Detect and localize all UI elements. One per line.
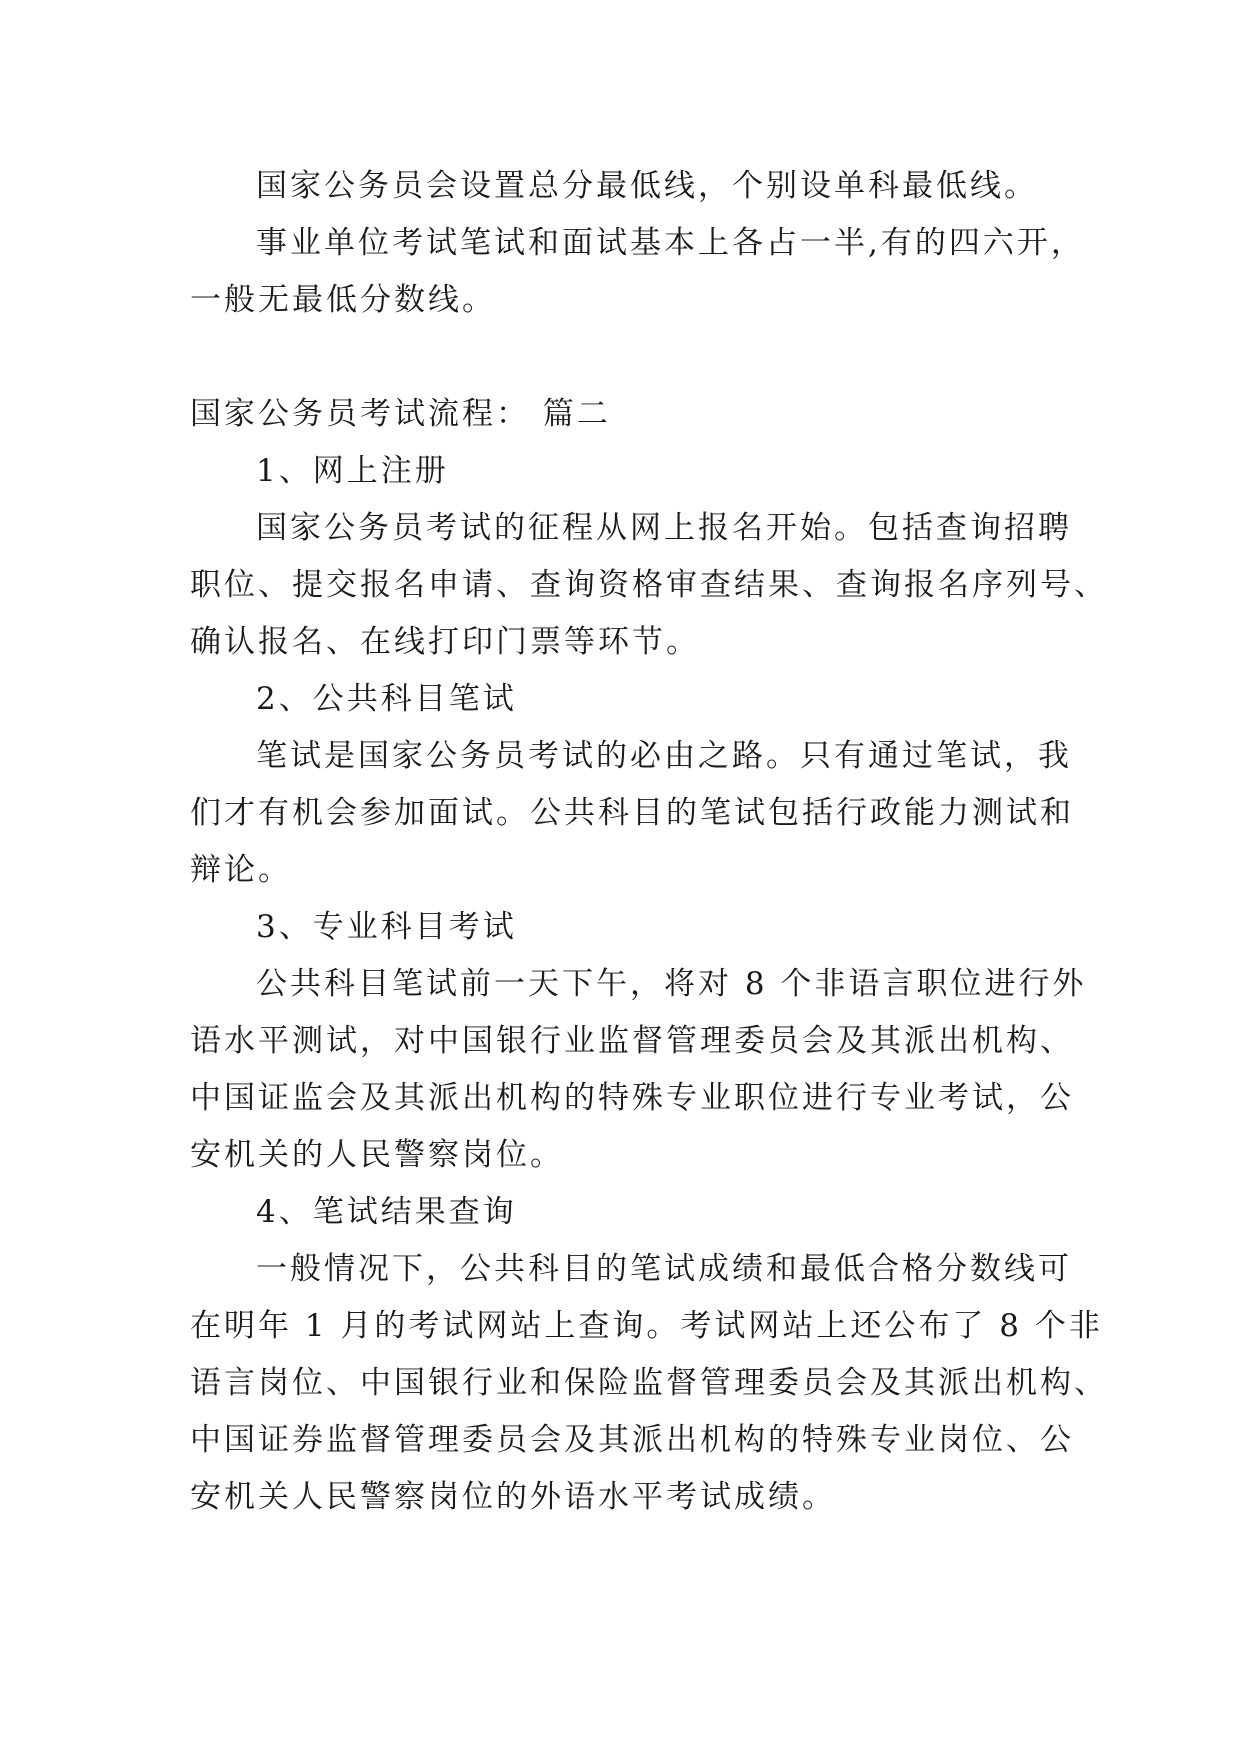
paragraph-line: 语言岗位、中国银行业和保险监督管理委员会及其派出机构、 <box>190 1365 1108 1401</box>
step-heading: 4、笔试结果查询 <box>256 1194 517 1230</box>
paragraph-line: 国家公务员会设置总分最低线，个别设单科最低线。 <box>256 168 1038 204</box>
paragraph-line: 中国证券监督管理委员会及其派出机构的特殊专业岗位、公 <box>190 1422 1074 1458</box>
paragraph-line: 中国证监会及其派出机构的特殊专业职位进行专业考试，公 <box>190 1080 1074 1116</box>
paragraph-line: 辩论。 <box>190 852 292 888</box>
paragraph-line: 一般无最低分数线。 <box>190 282 496 318</box>
paragraph-line: 在明年 1 月的考试网站上查询。考试网站上还公布了 8 个非 <box>190 1308 1103 1344</box>
paragraph-line: 确认报名、在线打印门票等环节。 <box>190 624 700 660</box>
paragraph-line: 们才有机会参加面试。公共科目的笔试包括行政能力测试和 <box>190 795 1074 831</box>
paragraph-line: 安机关的人民警察岗位。 <box>190 1137 564 1173</box>
step-heading: 2、公共科目笔试 <box>256 681 517 717</box>
step-heading: 1、网上注册 <box>256 453 449 489</box>
paragraph-line: 安机关人民警察岗位的外语水平考试成绩。 <box>190 1479 836 1515</box>
section-heading: 国家公务员考试流程： 篇二 <box>190 396 611 432</box>
paragraph-line: 公共科目笔试前一天下午，将对 8 个非语言职位进行外 <box>256 966 1087 1002</box>
paragraph-line: 语水平测试，对中国银行业监督管理委员会及其派出机构、 <box>190 1023 1074 1059</box>
paragraph-line: 一般情况下，公共科目的笔试成绩和最低合格分数线可 <box>256 1251 1072 1287</box>
paragraph-line: 国家公务员考试的征程从网上报名开始。包括查询招聘 <box>256 510 1072 546</box>
paragraph-line: 职位、提交报名申请、查询资格审查结果、查询报名序列号、 <box>190 567 1108 603</box>
paragraph-line: 事业单位考试笔试和面试基本上各占一半,有的四六开， <box>256 225 1085 261</box>
paragraph-line: 笔试是国家公务员考试的必由之路。只有通过笔试，我 <box>256 738 1072 774</box>
step-heading: 3、专业科目考试 <box>256 909 517 945</box>
